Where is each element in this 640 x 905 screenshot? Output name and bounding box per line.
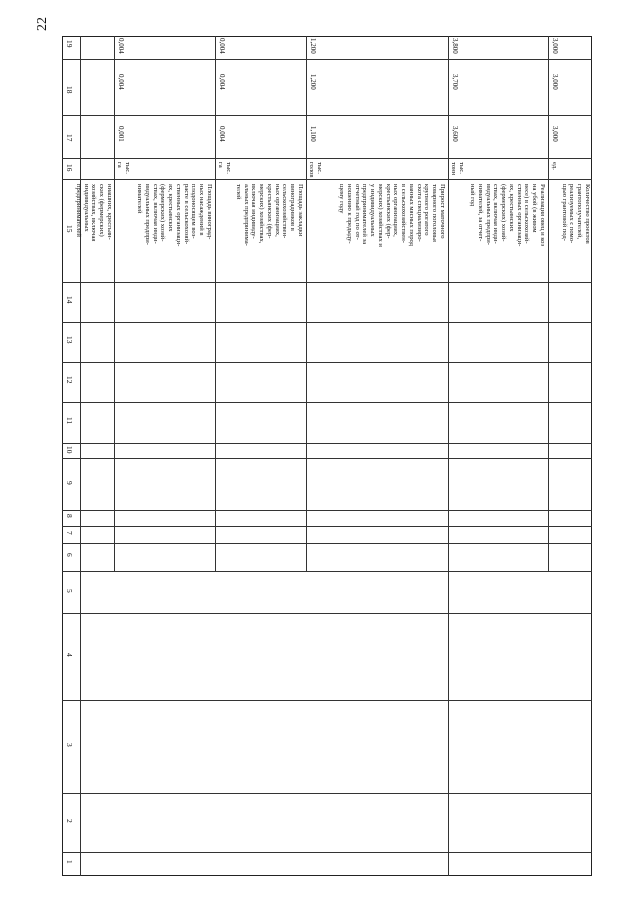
row-value-col19: 3,800 bbox=[451, 38, 459, 54]
row-value-col17: 3,600 bbox=[451, 126, 459, 142]
column-number: 18 bbox=[65, 86, 74, 94]
row-separator bbox=[548, 36, 549, 572]
column-number: 15 bbox=[65, 225, 74, 233]
column-number: 11 bbox=[65, 417, 74, 425]
row-unit: тыс. га bbox=[116, 162, 131, 174]
column-number: 17 bbox=[65, 134, 74, 142]
row-separator bbox=[306, 36, 307, 572]
column-number: 12 bbox=[65, 376, 74, 384]
row-description: Прирост маточного товарного поголовья крупного рогатого скота специализиро- ванных мясных пород в сельскохозяйствен- ных организациях, крестьянских (фер- мерских) хозяйствах и у индивидуальных предпринимателей за отчетный год по от- ношению к предыду- щему году bbox=[338, 184, 446, 247]
column-separator bbox=[62, 571, 592, 572]
row-value-col19: 1,200 bbox=[309, 38, 317, 54]
row-value-col17: 0,001 bbox=[117, 126, 125, 142]
column-separator bbox=[62, 282, 592, 283]
column-number: 16 bbox=[65, 164, 74, 172]
column-number: 1 bbox=[65, 860, 74, 864]
rotated-data-table bbox=[62, 36, 592, 876]
column-separator bbox=[62, 852, 592, 853]
column-number: 3 bbox=[65, 743, 74, 747]
page-number: 22 bbox=[35, 17, 50, 31]
row-description: Количество проектов грантополучателей, реализуемых с помо- щью грантовой под- bbox=[560, 184, 591, 244]
column-separator bbox=[62, 115, 592, 116]
column-separator bbox=[62, 543, 592, 544]
column-number: 14 bbox=[65, 296, 74, 304]
row-unit: тыс. голов bbox=[308, 162, 323, 178]
column-number: 10 bbox=[65, 446, 74, 454]
column-separator bbox=[62, 59, 592, 60]
row-description: Площадь закладки виноградников в сельскохозяйствен- ных организациях, крестьянских (фер- мерских) хозяйствах, включая индивиду- альных предпринима- телей bbox=[234, 184, 304, 246]
row-unit: тыс. тонн bbox=[450, 162, 465, 176]
row-separator bbox=[215, 36, 216, 572]
column-separator bbox=[62, 443, 592, 444]
row-value-col17: 3,000 bbox=[551, 126, 559, 142]
row-value-col19: 0,004 bbox=[218, 38, 226, 54]
column-separator bbox=[62, 613, 592, 614]
row-value-col18: 3,000 bbox=[551, 74, 559, 90]
column-number: 5 bbox=[65, 589, 74, 593]
column-number: 2 bbox=[65, 819, 74, 823]
row-value-col19: 3,000 bbox=[551, 38, 559, 54]
column-number: 6 bbox=[65, 553, 74, 557]
column-separator bbox=[62, 458, 592, 459]
column-separator bbox=[62, 322, 592, 323]
column-separator bbox=[62, 402, 592, 403]
header-row-separator bbox=[80, 36, 81, 876]
column-number: 13 bbox=[65, 336, 74, 344]
column-number: 19 bbox=[65, 40, 74, 48]
row-description: Реализация овец и коз на убой (в живом весе) в сельскохозяй- ственных организаци- ях, крестьянских (фермерских) хозяй- ствах, включая инди- видуальных предпри- нимателей, за отчет- ный год bbox=[469, 184, 546, 247]
column-separator bbox=[62, 793, 592, 794]
column-separator bbox=[62, 700, 592, 701]
column-number: 4 bbox=[65, 653, 74, 657]
column-separator bbox=[62, 179, 592, 180]
row-description: ниашних, кресгьян- ских (фермерских) хозяйствах, включая индивидуальных предпринимателей bbox=[74, 184, 113, 242]
row-separator bbox=[114, 36, 115, 572]
column-number: 8 bbox=[65, 514, 74, 518]
column-separator bbox=[62, 526, 592, 527]
row-value-col18: 0,004 bbox=[218, 74, 226, 90]
row-description: Площадь виноград- ных насаждений в плодоносящем воз- расте в сельскохозяй- ственных организаци- ях, крестьянских (фермерских) хозяй- ствах, включая инди- видуальных предпри- нимателей bbox=[136, 184, 213, 247]
row-unit: тыс. га bbox=[217, 162, 232, 174]
column-number: 9 bbox=[65, 481, 74, 485]
column-separator bbox=[62, 362, 592, 363]
row-value-col18: 1,200 bbox=[309, 74, 317, 90]
row-value-col17: 1,100 bbox=[309, 126, 317, 142]
row-value-col18: 3,700 bbox=[451, 74, 459, 90]
column-number: 7 bbox=[65, 531, 74, 535]
row-value-col17: 0,004 bbox=[218, 126, 226, 142]
column-separator bbox=[62, 510, 592, 511]
row-unit: ед. bbox=[551, 162, 558, 170]
row-value-col18: 0,004 bbox=[117, 74, 125, 90]
column-separator bbox=[62, 158, 592, 159]
row-value-col19: 0,004 bbox=[117, 38, 125, 54]
